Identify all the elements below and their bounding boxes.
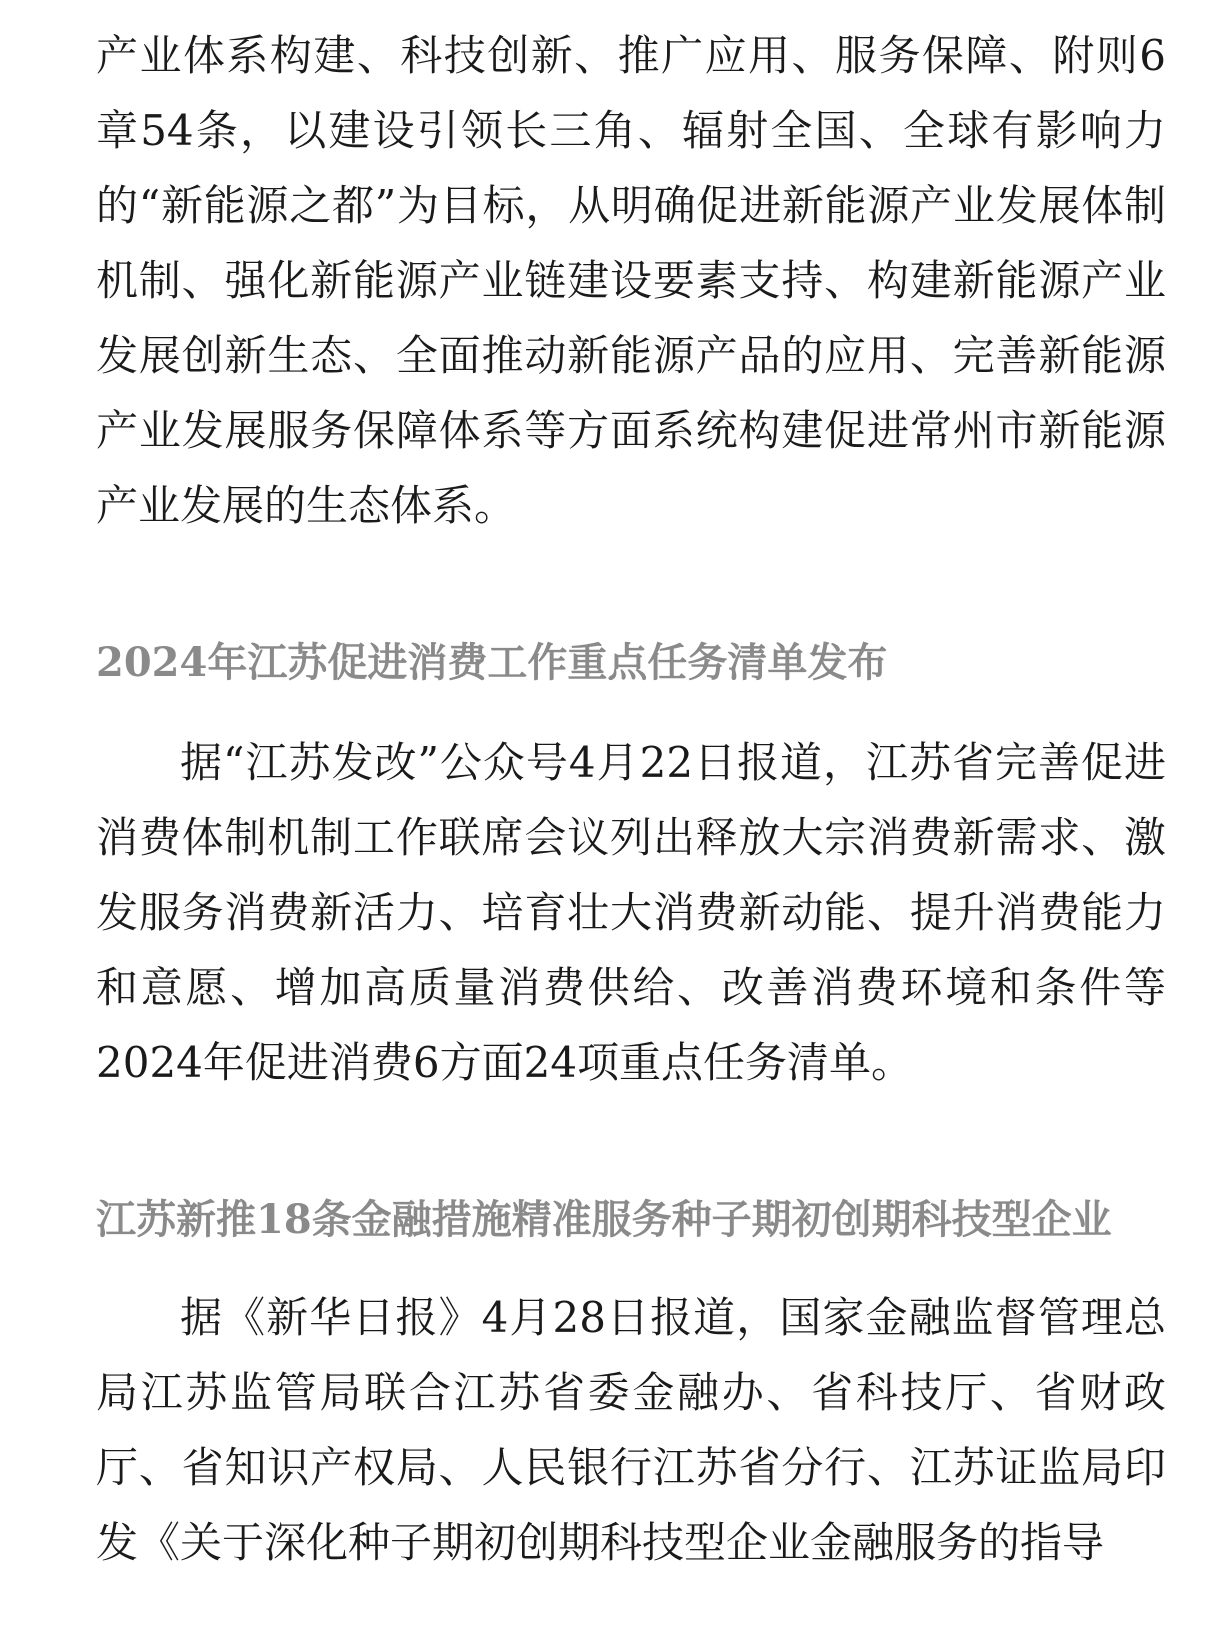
- section-heading: 江苏新推18条金融措施精准服务种子期初创期科技型企业: [96, 1196, 1112, 1243]
- intro-paragraph: 产业体系构建、科技创新、推广应用、服务保障、附则6章54条，以建设引领长三角、辐射全国、全球有影响力的“新能源之都”为目标，从明确促进新能源产业发展体制机制、强化新能源产业链建设要素支持、构建新能源产业发展创新生态、全面推动新能源产品的应用、完善新能源产业发展服务保障体系等方面系统构建促进常州市新能源产业发展的生态体系。: [96, 31, 1166, 530]
- section-heading: 2024年江苏促进消费工作重点任务清单发布: [96, 639, 888, 686]
- document-page: [96, 0, 1166, 1580]
- section-paragraph: 据《新华日报》4月28日报道，国家金融监督管理总局江苏监管局联合江苏省委金融办、省科技厅、省财政厅、省知识产权局、人民银行江苏省分行、江苏证监局印发《关于深化种子期初创期科技型企业金融服务的指导: [96, 1293, 1166, 1567]
- section-paragraph: 据“江苏发改”公众号4月22日报道，江苏省完善促进消费体制机制工作联席会议列出释放大宗消费新需求、激发服务消费新活力、培育壮大消费新动能、提升消费能力和意愿、增加高质量消费供给、改善消费环境和条件等2024年促进消费6方面24项重点任务清单。: [96, 738, 1166, 1087]
